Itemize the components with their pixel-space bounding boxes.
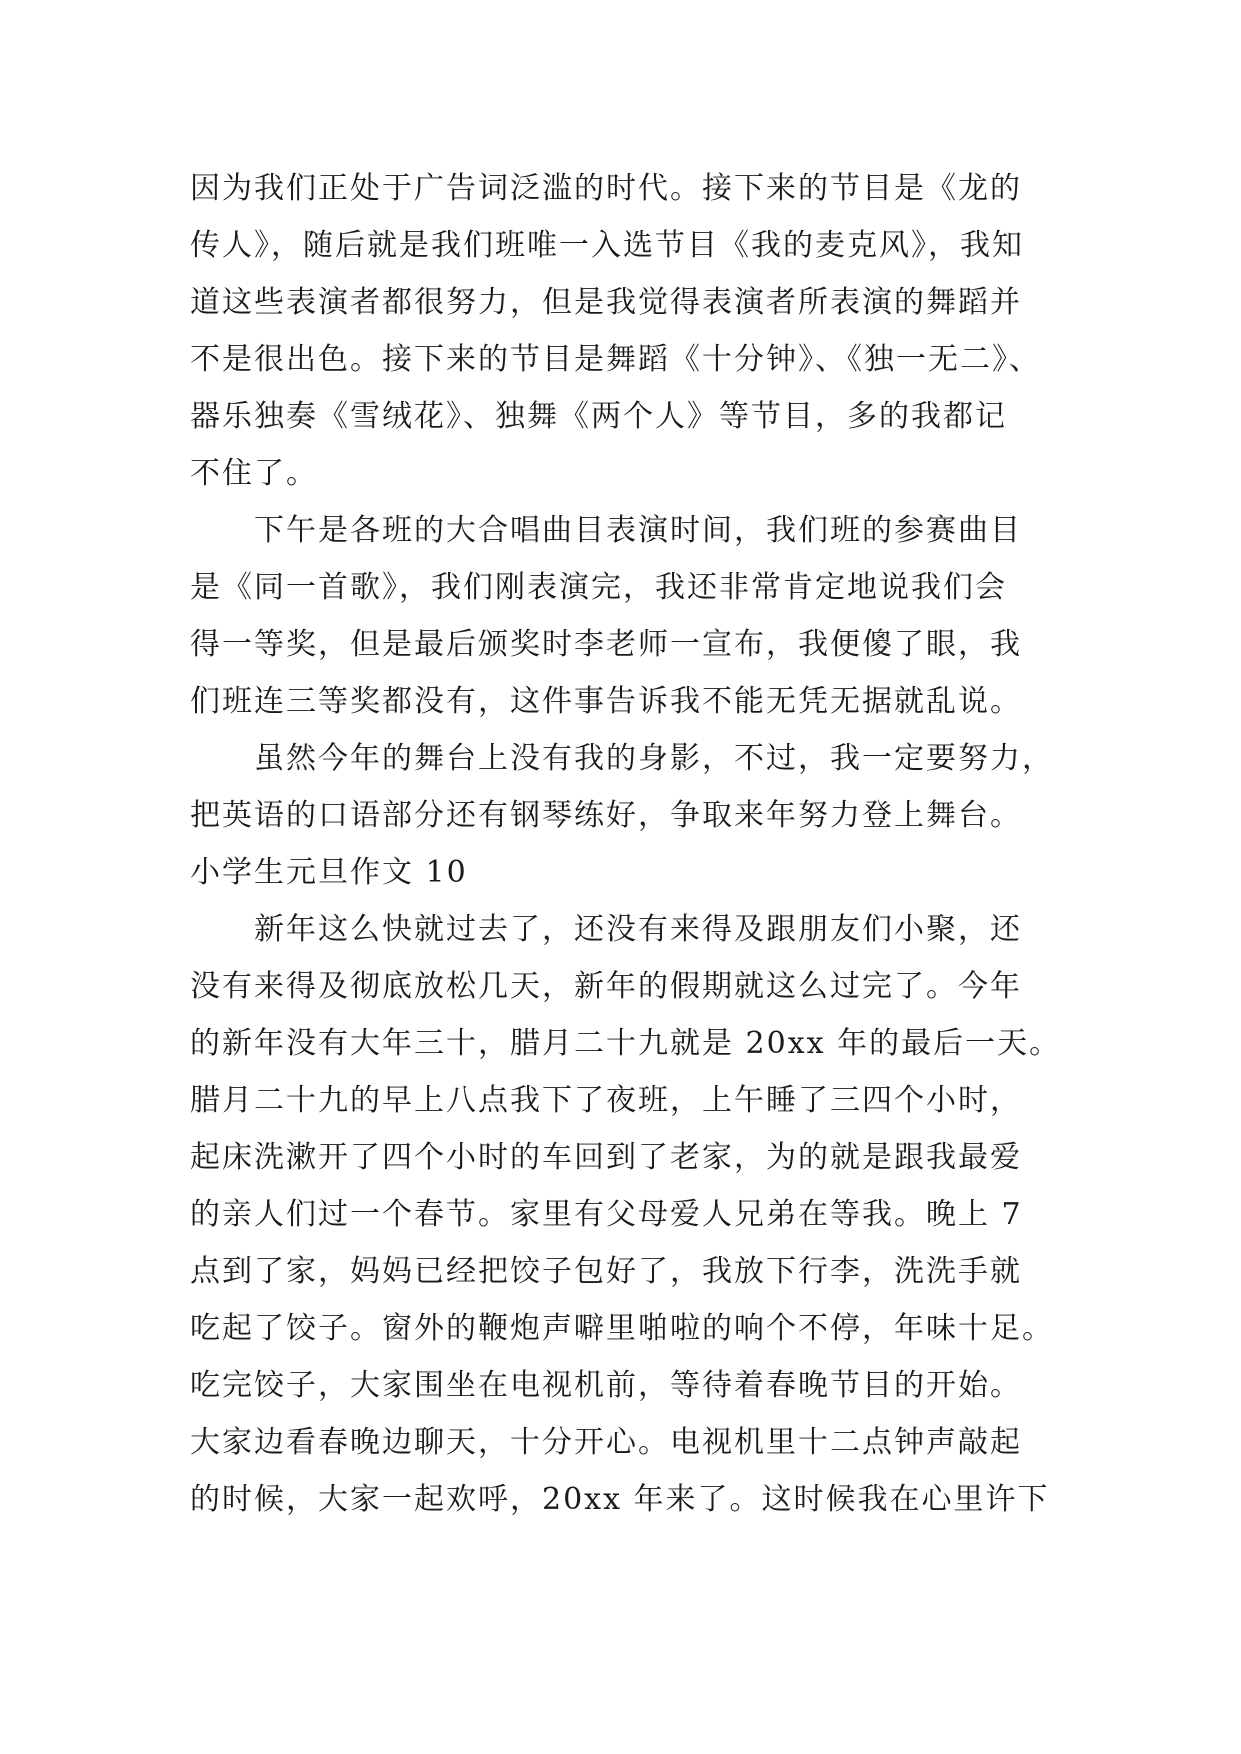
paragraph-start-line: 下午是各班的大合唱曲目表演时间，我们班的参赛曲目	[254, 513, 1022, 548]
text-line: 起床洗漱开了四个小时的车回到了老家，为的就是跟我最爱	[190, 1140, 1022, 1175]
text-line: 器乐独奏《雪绒花》、独舞《两个人》等节目，多的我都记	[190, 399, 1007, 434]
text-line: 的时候，大家一起欢呼，20xx 年来了。这时候我在心里许下	[190, 1482, 1050, 1517]
text-line: 没有来得及彻底放松几天，新年的假期就这么过完了。今年	[190, 969, 1022, 1004]
paragraph-start-line: 虽然今年的舞台上没有我的身影，不过，我一定要努力，	[254, 741, 1054, 776]
text-line: 的新年没有大年三十，腊月二十九就是 20xx 年的最后一天。	[190, 1026, 1062, 1061]
text-line: 点到了家，妈妈已经把饺子包好了，我放下行李，洗洗手就	[190, 1254, 1022, 1289]
text-line: 们班连三等奖都没有，这件事告诉我不能无凭无据就乱说。	[190, 684, 1022, 719]
document-body	[190, 160, 1070, 1528]
text-line: 不是很出色。接下来的节目是舞蹈《十分钟》、《独一无二》、	[190, 342, 1041, 377]
text-line: 因为我们正处于广告词泛滥的时代。接下来的节目是《龙的	[190, 171, 1022, 206]
text-line: 腊月二十九的早上八点我下了夜班，上午睡了三四个小时，	[190, 1083, 1022, 1118]
text-line: 把英语的口语部分还有钢琴练好，争取来年努力登上舞台。	[190, 798, 1022, 833]
text-line: 得一等奖，但是最后颁奖时李老师一宣布，我便傻了眼，我	[190, 627, 1022, 662]
text-line: 道这些表演者都很努力，但是我觉得表演者所表演的舞蹈并	[190, 285, 1022, 320]
paragraph-start-line: 新年这么快就过去了，还没有来得及跟朋友们小聚，还	[254, 912, 1022, 947]
text-line: 的亲人们过一个春节。家里有父母爱人兄弟在等我。晚上 7	[190, 1197, 1023, 1232]
text-line: 传人》，随后就是我们班唯一入选节目《我的麦克风》，我知	[190, 228, 1024, 263]
text-line: 大家边看春晚边聊天，十分开心。电视机里十二点钟声敲起	[190, 1425, 1022, 1460]
text-line: 不住了。	[190, 456, 318, 491]
text-line: 吃完饺子，大家围坐在电视机前，等待着春晚节目的开始。	[190, 1368, 1022, 1403]
text-line: 是《同一首歌》，我们刚表演完，我还非常肯定地说我们会	[190, 570, 1007, 605]
section-heading: 小学生元旦作文 10	[190, 855, 468, 890]
text-line: 吃起了饺子。窗外的鞭炮声噼里啪啦的响个不停，年味十足。	[190, 1311, 1054, 1346]
